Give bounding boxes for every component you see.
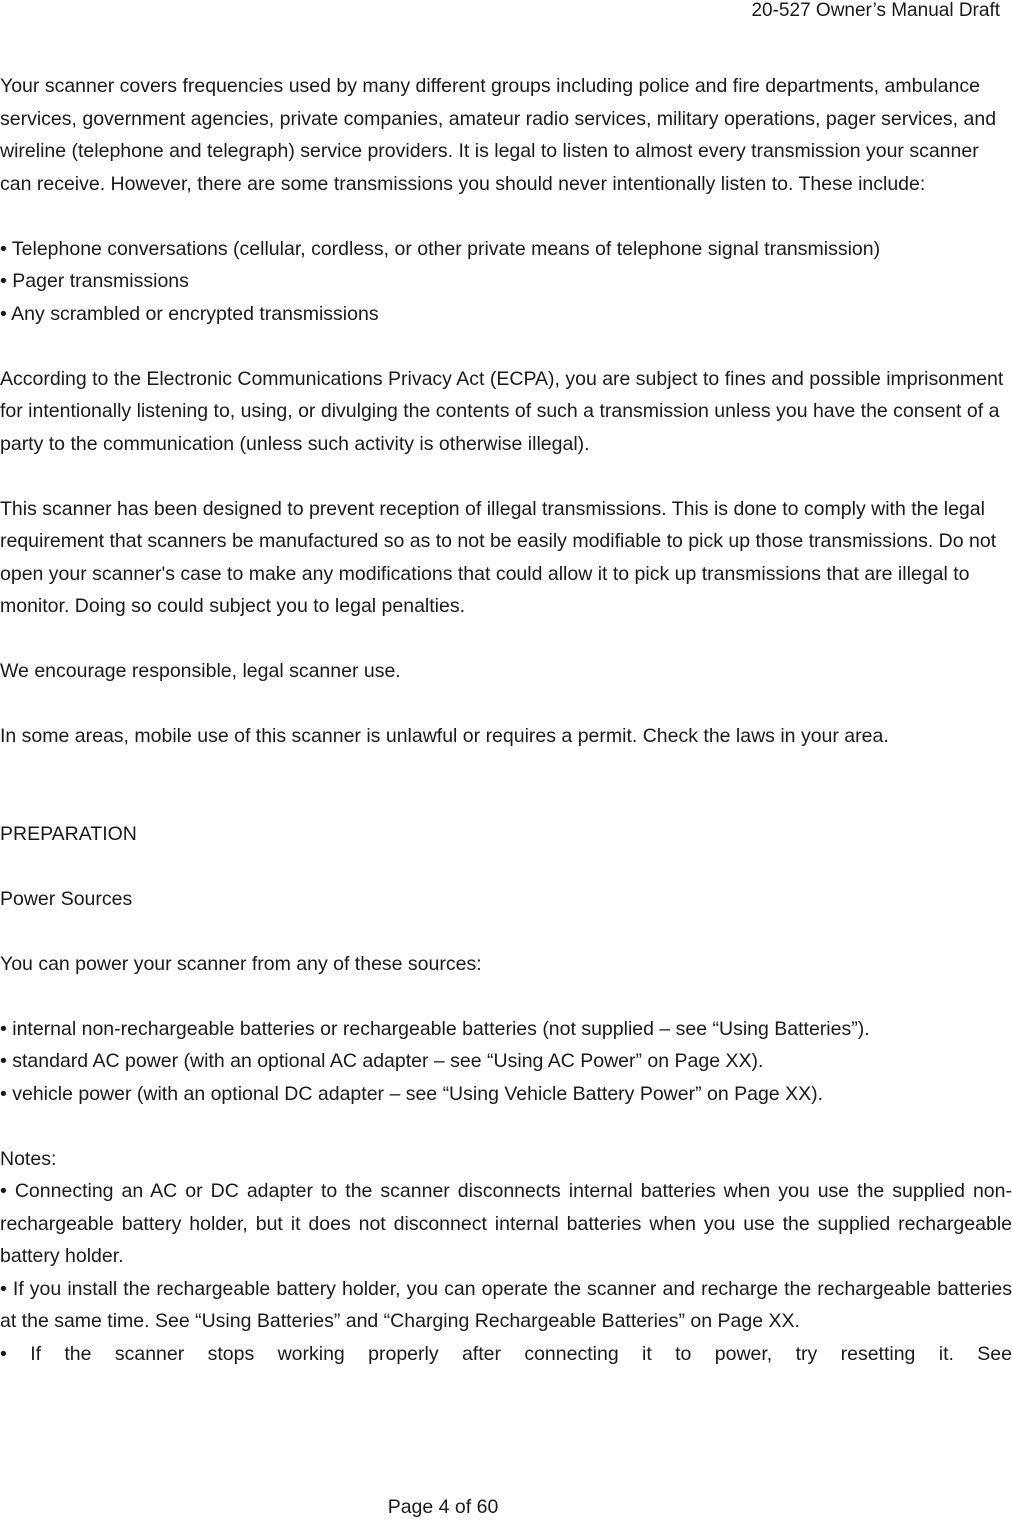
design-paragraph: This scanner has been designed to prevent reception of illegal transmissions. This is done to comply with the legal requirement that scanners be manufactured so as to not be easily modifiable to pick up those transmissions. Do not open your scanner's case to make any modifications that could allow it to pick up transmissions that are illegal to monitor. Doing so could subject you to legal penalties. bbox=[0, 497, 997, 617]
intro-paragraph: Your scanner covers frequencies used by many different groups including police and fire departments, ambulance services, government agencies, private companies, amateur radio services, military operations, pager services, and wireline (telephone and telegraph) service providers. It is legal to listen to almost every transmission your scanner can receive. However, there are some transmissions you should never intentionally listen to. These include: bbox=[0, 75, 997, 195]
section-heading: PREPARATION bbox=[0, 822, 137, 845]
page-number: Page 4 of 60 bbox=[387, 1496, 499, 1518]
power-intro-paragraph: You can power your scanner from any of these sources: bbox=[0, 952, 482, 975]
document-header: 20-527 Owner’s Manual Draft bbox=[751, 0, 1000, 21]
ecpa-paragraph: According to the Electronic Communications Privacy Act (ECPA), you are subject to fines and possible imprisonment for intentionally listening to, using, or divulging the contents of such a transmission unless you have the consent of a party to the communication (unless such activity is otherwise illegal). bbox=[0, 367, 1004, 455]
list-item: • internal non-rechargeable batteries or rechargeable batteries (not supplied – see “Using Batteries”). bbox=[0, 1017, 870, 1040]
mobile-use-paragraph: In some areas, mobile use of this scanner is unlawful or requires a permit. Check the laws in your area. bbox=[0, 725, 889, 747]
note-item: • If you install the rechargeable battery holder, you can operate the scanner and recharge the rechargeable batteries at the same time. See “Using Batteries” and “Charging Rechargeable Batteries” on Page XX. bbox=[0, 1277, 1012, 1332]
list-item: • standard AC power (with an optional AC adapter – see “Using AC Power” on Page XX). bbox=[0, 1050, 764, 1072]
subheading: Power Sources bbox=[0, 887, 133, 910]
list-item: • vehicle power (with an optional DC adapter – see “Using Vehicle Battery Power” on Page XX). bbox=[0, 1082, 823, 1105]
list-item: • Telephone conversations (cellular, cordless, or other private means of telephone signal transmission) bbox=[0, 237, 881, 260]
note-item: • Connecting an AC or DC adapter to the scanner disconnects internal batteries when you use the supplied non-rechargeable battery holder, but it does not disconnect internal batteries when you use the supplied rechargeable battery holder. bbox=[0, 1180, 1012, 1267]
notes-label: Notes: bbox=[0, 1147, 57, 1170]
note-item: • If the scanner stops working properly after connecting it to power, try resetting it. See bbox=[0, 1342, 1012, 1365]
list-item: • Any scrambled or encrypted transmissions bbox=[0, 302, 379, 325]
encourage-paragraph: We encourage responsible, legal scanner use. bbox=[0, 660, 401, 682]
prohibited-transmissions-list bbox=[0, 233, 1012, 331]
list-item: • Pager transmissions bbox=[0, 270, 189, 292]
page-content bbox=[0, 70, 1012, 1370]
power-sources-list bbox=[0, 1013, 1012, 1111]
